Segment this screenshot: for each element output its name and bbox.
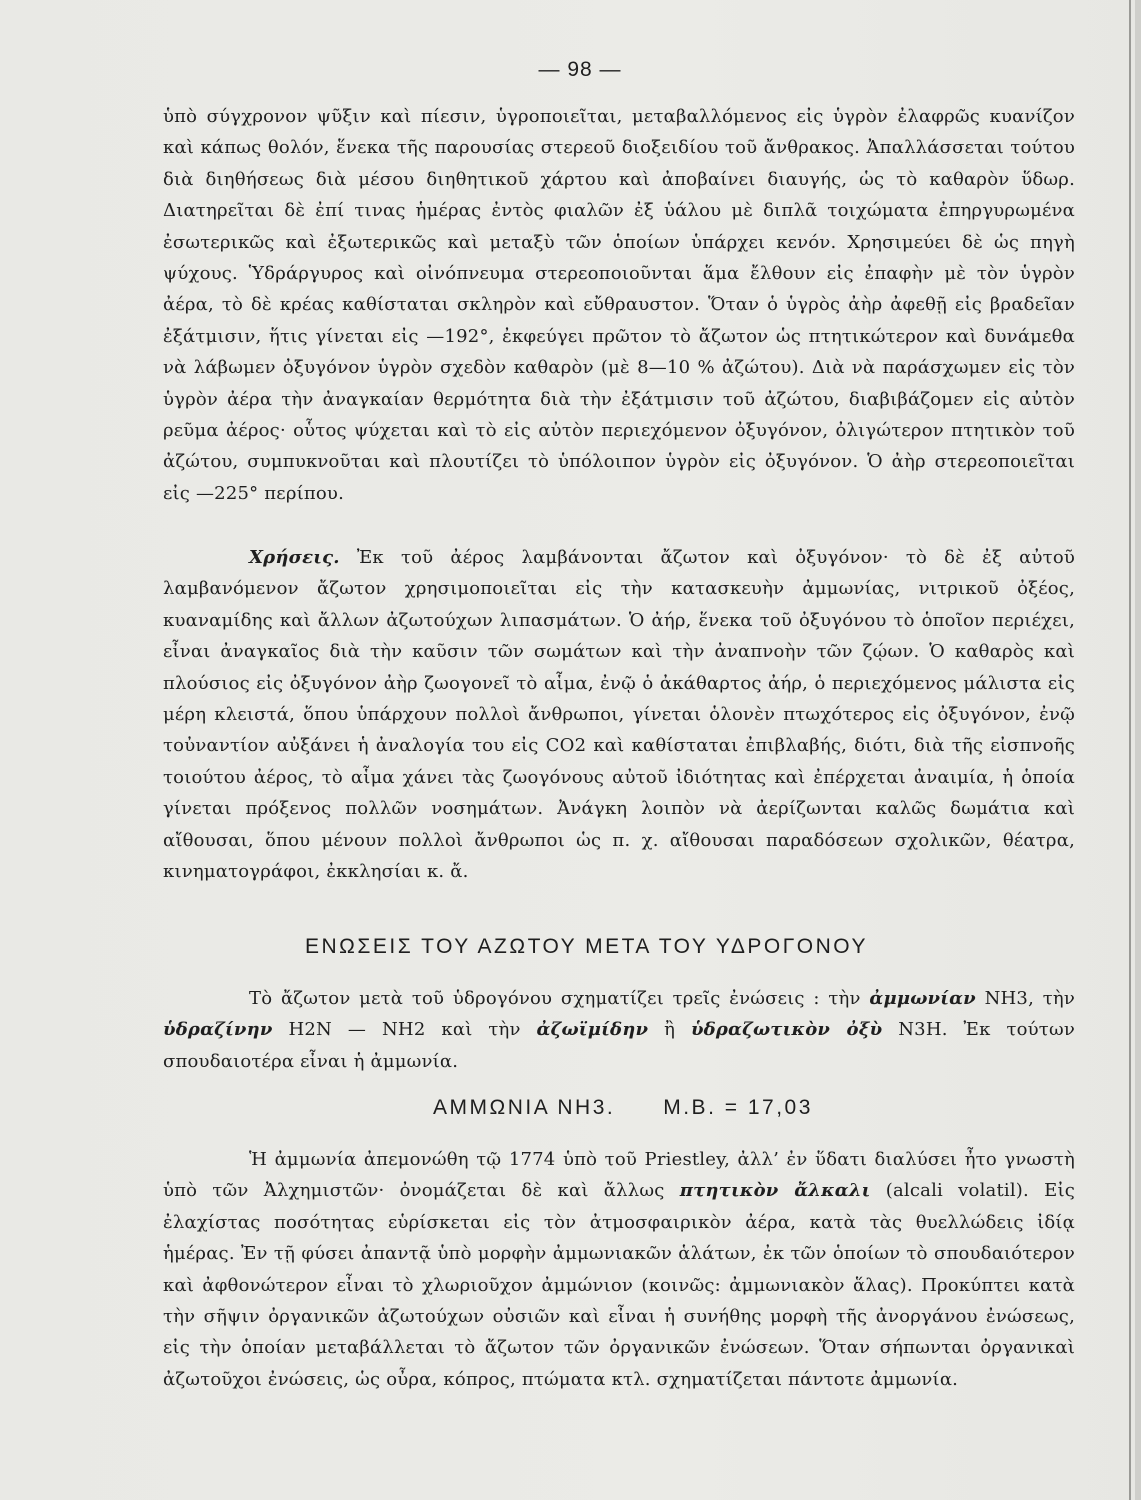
emphasis-hydrazoic-acid: ὑδραζωτικὸν ὀξὺ [690, 1019, 883, 1041]
page-edge-shadow [1129, 0, 1131, 1500]
paragraph-text [163, 983, 1075, 1077]
ammonia-title [433, 1096, 813, 1120]
text-run: NH3, τὴν [975, 988, 1075, 1009]
text-run: ἢ [648, 1019, 691, 1041]
paragraph-liquid-air [163, 101, 1075, 509]
paragraph-text [163, 542, 1075, 887]
section-title: ΕΝΩΣΕΙΣ ΤΟΥ ΑΖΩΤΟΥ ΜΕΤΑ ΤΟΥ ΥΔΡΟΓΟΝΟΥ [305, 935, 868, 958]
text-run: Τὸ ἄζωτον μετὰ τοῦ ὑδρογόνου σχηματίζει τρεῖς ἐνώσεις : τὴν [249, 988, 870, 1009]
text-run: H2N — NH2 καὶ τὴν [272, 1019, 537, 1041]
paragraph-nitrogen-hydrogen-compounds [163, 983, 1075, 1077]
text-run: Ἡ ἀμμωνία ἀπεμονώθη τῷ 1774 ὑπὸ τοῦ Priestley, ἀλλ’ ἐν ὕδατι διαλύσει ἦτο γνωστὴ ὑπὸ τῶν Ἀλχημιστῶν· ὀνομάζεται δὲ καὶ ἄλλως [163, 1149, 1075, 1202]
text-run: N3H. Ἐκ τούτων σπουδαιοτέρα εἶναι ἡ ἀμμωνία. [163, 1019, 1075, 1072]
emphasis-volatile-alkali: πτητικὸν ἄλκαλι [679, 1180, 871, 1202]
uses-text: Ἐκ τοῦ ἀέρος λαμβάνονται ἄζωτον καὶ ὀξυγόνον· τὸ δὲ ἐξ αὐτοῦ λαμβανόμενον ἄζωτον χρησιμοποιεῖται εἰς τὴν κατασκευὴν ἀμμωνίας, νιτρικοῦ ὀξέος, κυαναμίδης καὶ ἄλλων ἀζωτούχων λιπασμάτων. Ὁ ἀήρ, ἕνεκα τοῦ ὀξυγόνου τὸ ὁποῖον περιέχει, εἶναι ἀναγκαῖος διὰ τὴν καῦσιν τῶν σωμάτων καὶ τὴν ἀναπνοὴν τῶν ζῴων. Ὁ καθαρὸς καὶ πλούσιος εἰς ὀξυγόνον ἀὴρ ζωογονεῖ τὸ αἷμα, ἐνῷ ὁ ἀκάθαρτος ἀήρ, ὁ περιεχόμενος μάλιστα εἰς μέρη κλειστά, ὅπου ὑπάρχουν πολλοὶ ἄνθρωποι, γίνεται ὁλονὲν πτωχότερος εἰς ὀξυγόνον, ἐνῷ τοὐναντίον αὐξάνει ἡ ἀναλογία του εἰς CO2 καὶ καθίσταται ἐπιβλαβής, διότι, διὰ τῆς εἰσπνοῆς τοιούτου ἀέρος, τὸ αἷμα χάνει τὰς ζωογόνους αὐτοῦ ἰδιότητας καὶ ἐπέρχεται ἀναιμία, ἡ ὁποία γίνεται πρόξενος πολλῶν νοσημάτων. Ἀνάγκη λοιπὸν νὰ ἀερίζωνται καλῶς δωμάτια καὶ αἴθουσαι, ὅπου μένουν πολλοὶ ἄνθρωποι ὡς π. χ. αἴθουσαι παραδόσεων σχολικῶν, θέατρα, κινηματογράφοι, ἐκκλησίαι κ. ἄ. [163, 547, 1075, 883]
paragraph-text: ὑπὸ σύγχρονον ψῦξιν καὶ πίεσιν, ὑγροποιεῖται, μεταβαλλόμενος εἰς ὑγρὸν ἐλαφρῶς κυανίζον καὶ κάπως θολόν, ἕνεκα τῆς παρουσίας στερεοῦ διοξειδίου τοῦ ἄνθρακος. Ἀπαλλάσσεται τούτου διὰ διηθήσεως διὰ μέσου διηθητικοῦ χάρτου καὶ ἀποβαίνει διαυγής, ὡς τὸ καθαρὸν ὕδωρ. Διατηρεῖται δὲ ἐπί τινας ἡμέρας ἐντὸς φιαλῶν ἐξ ὑάλου μὲ διπλᾶ τοιχώματα ἐπηργυρωμένα ἐσωτερικῶς καὶ ἐξωτερικῶς καὶ μεταξὺ τῶν ὁποίων ὑπάρχει κενόν. Χρησιμεύει δὲ ὡς πηγὴ ψύχους. Ὑδράργυρος καὶ οἰνόπνευμα στερεοποιοῦνται ἅμα ἔλθουν εἰς ἐπαφὴν μὲ τὸν ὑγρὸν ἀέρα, τὸ δὲ κρέας καθίσταται σκληρὸν καὶ εὔθραυστον. Ὅταν ὁ ὑγρὸς ἀὴρ ἀφεθῇ εἰς βραδεῖαν ἐξάτμισιν, ἥτις γίνεται εἰς —192°, ἐκφεύγει πρῶτον τὸ ἄζωτον ὡς πτητικώτερον καὶ δυνάμεθα νὰ λάβωμεν ὀξυγόνον ὑγρὸν σχεδὸν καθαρὸν (μὲ 8—10 % ἀζώτου). Διὰ νὰ παράσχωμεν εἰς τὸν ὑγρὸν ἀέρα τὴν ἀναγκαίαν θερμότητα διὰ τὴν ἐξάτμισιν τοῦ ἀζώτου, διαβιβάζομεν εἰς αὐτὸν ρεῦμα ἀέρος· οὗτος ψύχεται καὶ τὸ εἰς αὐτὸν περιεχόμενον ὀξυγόνον, ὀλιγώτερον πτητικὸν τοῦ ἀζώτου, συμπυκνοῦται καὶ πλουτίζει τὸ ὑπόλοιπον ὑγρὸν εἰς ὀξυγόνον. Ὁ ἀὴρ στερεοποιεῖται εἰς —225° περίπου. [163, 106, 1075, 504]
text-run: (alcali volatil). Εἰς ἐλαχίστας ποσότητας εὑρίσκεται εἰς τὸν ἀτμοσφαιρικὸν ἀέρα, κατὰ τὰς θυελλώδεις ἰδίᾳ ἡμέρας. Ἐν τῇ φύσει ἀπαντᾷ ὑπὸ μορφὴν ἀμμωνιακῶν ἁλάτων, ἐκ τῶν ὁποίων τὸ σπουδαιότερον καὶ ἀφθονώτερον εἶναι τὸ χλωριοῦχον ἀμμώνιον (κοινῶς: ἀμμωνιακὸν ἅλας). Προκύπτει κατὰ τὴν σῆψιν ὀργανικῶν ἀζωτούχων οὐσιῶν καὶ εἶναι ἡ συνήθης μορφὴ τῆς ἀνοργάνου ἐνώσεως, εἰς τὴν ὁποίαν μεταβάλλεται τὸ ἄζωτον τῶν ὀργανικῶν ἐνώσεων. Ὅταν σήπωνται ὀργανικαὶ ἀζωτοῦχοι ἐνώσεις, ὡς οὖρα, κόπρος, πτώματα κτλ. σχηματίζεται πάντοτε ἀμμωνία. [163, 1180, 1075, 1390]
ammonia-formula: ΑΜΜΩΝΙΑ NH3. [433, 1096, 616, 1119]
paragraph-text [163, 1144, 1075, 1395]
page-number: — 98 — [538, 58, 622, 81]
emphasis-azoimide: ἀζωϊμίδην [536, 1019, 649, 1041]
paragraph-uses [163, 542, 1075, 887]
page-edge [1135, 0, 1141, 1500]
uses-heading: Χρήσεις. [249, 547, 340, 568]
molecular-weight: Μ.Β. = 17,03 [663, 1096, 813, 1119]
paragraph-ammonia [163, 1144, 1075, 1395]
emphasis-hydrazine: ὑδραζίνην [163, 1019, 273, 1041]
emphasis-ammonia: ἀμμωνίαν [869, 988, 976, 1009]
